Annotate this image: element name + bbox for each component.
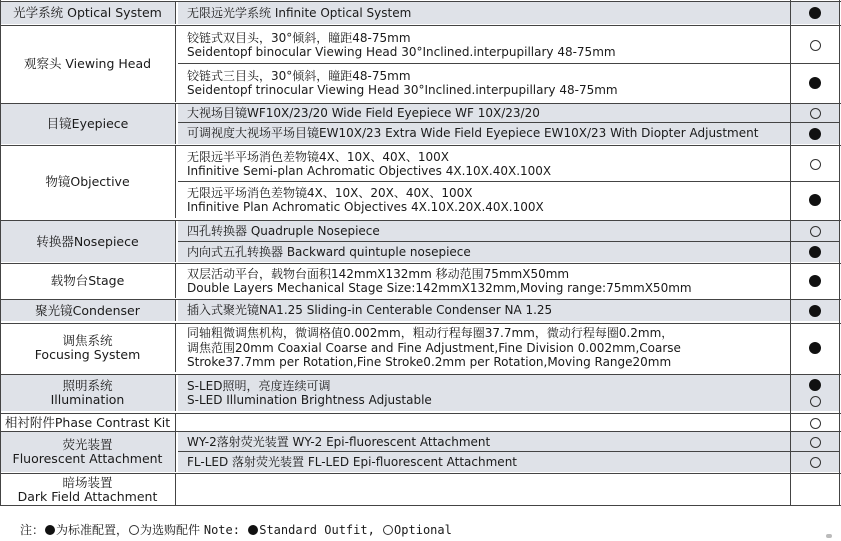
description-line: 大视场目镜WF10X/23/20 Wide Field Eyepiece WF 10X/23/20 [187,105,540,120]
description-line: Double Layers Mechanical Stage Size:142mmX132mm,Moving range:75mmX50mm [187,281,692,295]
description-line: 可调视度大视场平场目镜EW10X/23 Extra Wide Field Eyepiece EW10X/23 With Diopter Adjustment [187,126,759,141]
option-description [178,264,790,298]
description-line: 四孔转换器 Quadruple Nosepiece [187,223,380,238]
status-cell [791,123,839,144]
option-description [178,324,790,372]
option-description [178,26,790,64]
description-line: 无限远光学系统 Infinite Optical System [187,5,412,20]
category-label: 调焦系统 [62,333,113,348]
category-cell [0,264,176,298]
description-line: 插入式聚光镜NA1.25 Sliding-in Centerable Condenser NA 1.25 [187,303,553,318]
category-label: Illumination [50,392,125,407]
option-description [178,2,790,24]
category-cell [0,324,176,372]
row-divider [0,263,841,264]
category-label: 载物台Stage [50,273,125,288]
description-line: S-LED照明，亮度连续可调 [187,378,331,393]
status-cell [791,64,839,102]
sub-row-divider [178,63,839,64]
status-cell [791,2,839,24]
status-cell [791,242,839,262]
category-cell [0,2,176,24]
row-divider [0,473,841,474]
description-line: Infinitive Plan Achromatic Objectives 4X.10X.20X.40X.100X [187,200,544,214]
row-divider [0,431,841,432]
option-description [178,123,790,144]
status-cell [791,104,839,122]
category-label: 聚光镜Condenser [35,302,140,318]
option-description [178,64,790,102]
status-cell [791,221,839,241]
category-label: 荧光装置 [62,437,113,452]
description-line: FL-LED 落射荧光装置 FL-LED Epi-fluorescent Attachment [187,454,518,469]
optional-icon [810,108,821,119]
legend-standard-en: Standard Outfit, [259,523,383,537]
optional-icon [810,457,821,468]
sub-row-divider [178,181,839,182]
description-line: 双层活动平台，载物台面积142mmX132mm 移动范围75mmX50mm [187,266,570,281]
sub-row-divider [178,241,839,242]
category-cell [0,375,176,411]
category-label: 转换器Nosepiece [36,233,139,249]
category-label: Fluorescent Attachment [12,451,163,466]
status-cell [791,324,839,372]
status-cell [791,375,839,411]
standard-outfit-icon [809,342,821,354]
category-label: Dark Field Attachment [17,488,158,504]
description-line: 铰链式三目头，30°倾斜，瞳距48-75mm [187,68,411,83]
corner-mark [826,534,832,538]
status-cell [791,264,839,298]
category-label: 观察头 Viewing Head [23,56,152,71]
category-label: 光学系统 Optical System [13,5,162,20]
row-divider [0,299,841,300]
table-right-border [839,0,840,505]
description-line: 同轴粗微调焦机构，微调格值0.002mm，粗动行程每圈37.7mm，微动行程每圈0.2mm， [187,326,674,341]
option-description [178,221,790,241]
category-label: 物镜Objective [45,174,130,189]
table-bottom-border [0,505,841,506]
category-cell [0,26,176,102]
category-label: 暗场装置 [62,474,113,490]
category-cell [0,432,176,472]
description-line: 调焦范围20mm Coaxial Coarse and Fine Adjustment,Fine Division 0.002mm,Coarse [187,340,681,355]
legend-standard-dot [45,525,55,535]
standard-outfit-icon [809,194,821,206]
status-cell [791,182,839,218]
option-description [178,452,790,472]
option-description [178,414,790,432]
row-divider [0,220,841,221]
optional-icon [810,418,821,429]
description-line: Infinitive Semi-plan Achromatic Objectives 4X.10X.40X.100X [187,164,552,178]
category-label: Focusing System [34,347,141,362]
option-description [178,146,790,182]
status-cell [791,474,839,505]
legend-note [20,521,452,538]
category-cell [0,300,176,321]
status-cell [791,146,839,182]
standard-outfit-icon [809,305,821,317]
sub-row-divider [178,122,839,123]
standard-outfit-icon [809,246,821,258]
optional-icon [810,40,821,51]
legend-prefix: 注： [20,523,45,537]
status-column-divider [790,0,791,505]
legend-optional-cn: 为选购配件 [140,523,204,537]
category-label: 相衬附件Phase Contrast Kit [4,415,171,430]
standard-outfit-icon [809,275,821,287]
status-cell [791,432,839,452]
row-divider [0,145,841,146]
description-line: 无限远平场消色差物镜4X、10X、20X、40X、100X [187,185,473,200]
legend-optional-en: Optional [394,523,452,537]
standard-outfit-icon [809,379,821,391]
description-line: Seidentopf binocular Viewing Head 30°Inclined.interpupillary 48-75mm [187,45,616,59]
legend-standard-dot-en [248,525,258,535]
row-divider [0,25,841,26]
row-divider [0,103,841,104]
standard-outfit-icon [809,7,821,19]
category-cell [0,221,176,262]
row-divider [0,323,841,324]
status-cell [791,26,839,64]
category-cell [0,474,176,505]
option-description [178,242,790,262]
option-description [178,182,790,218]
option-description [178,104,790,122]
category-label: 目镜Eyepiece [46,116,129,131]
row-divider [0,413,841,414]
legend-optional-dot [129,525,139,535]
description-line: Seidentopf trinocular Viewing Head 30°Inclined.interpupillary 48-75mm [187,83,618,97]
legend-optional-dot-en [383,525,393,535]
description-line: 无限远半平场消色差物镜4X、10X、40X、100X [187,149,449,164]
status-cell [791,414,839,432]
option-description [178,375,790,411]
standard-outfit-icon [809,77,821,89]
status-cell [791,300,839,321]
standard-outfit-icon [809,128,821,140]
category-cell [0,146,176,218]
sub-row-divider [178,451,839,452]
description-line: S-LED Illumination Brightness Adjustable [187,393,432,407]
option-description [178,432,790,452]
optional-icon [810,226,821,237]
option-description [178,474,790,505]
legend-standard-cn: 为标准配置， [56,523,129,537]
row-divider [0,1,841,2]
optional-icon [810,396,821,407]
status-cell [791,452,839,472]
table-left-border [0,0,1,505]
option-description [178,300,790,321]
description-line: Stroke37.7mm per Rotation,Fine Stroke0.2mm per Rotation,Moving Range20mm [187,355,672,370]
optional-icon [810,159,821,170]
category-label: 照明系统 [62,378,113,393]
description-line: 内向式五孔转换器 Backward quintuple nosepiece [187,244,471,259]
legend-note-label: Note: [203,523,248,537]
category-cell [0,414,176,432]
optional-icon [810,437,821,448]
row-divider [0,374,841,375]
description-line: WY-2落射荧光装置 WY-2 Epi-fluorescent Attachment [187,434,491,449]
description-line: 铰链式双目头，30°倾斜，瞳距48-75mm [187,30,411,45]
category-cell [0,104,176,144]
